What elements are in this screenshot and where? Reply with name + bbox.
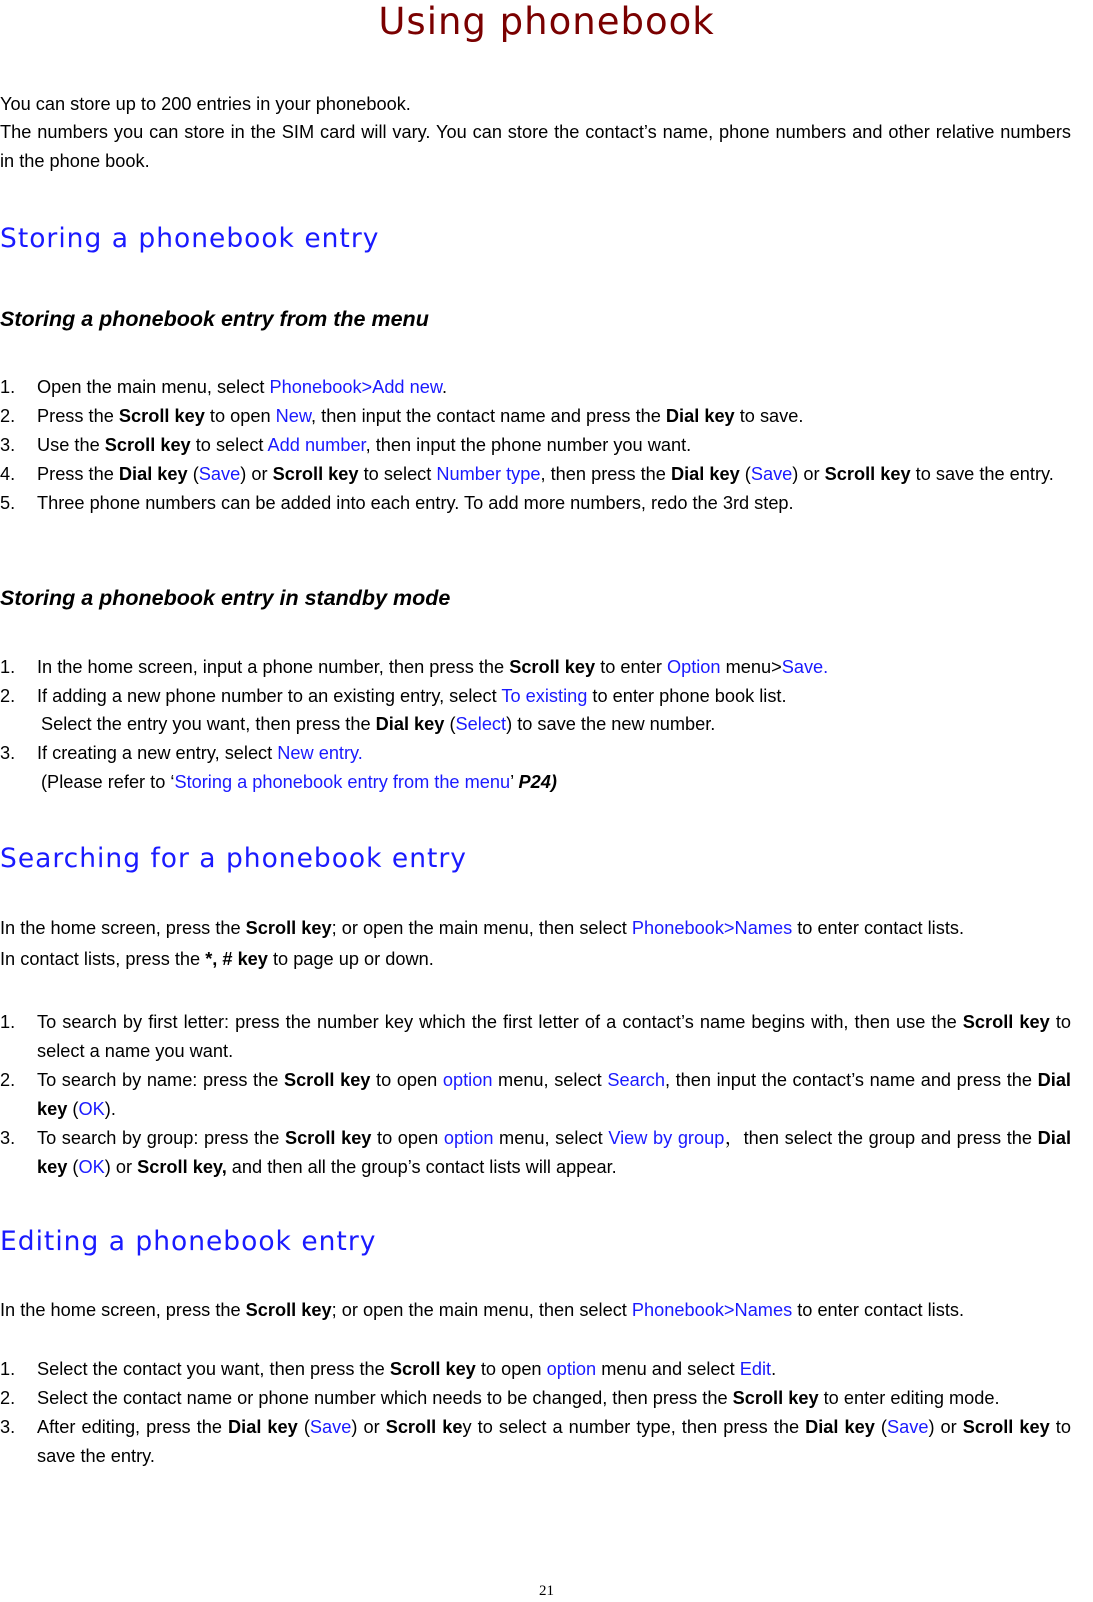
list-item: 4. Press the Dial key (Save) or Scroll key to select Number type, then press the Dial key (Save) or Scroll key to save the entry. (0, 464, 1054, 484)
standby-step-2-note: Select the entry you want, then press the Dial key (Select) to save the new number. (41, 714, 716, 734)
list-item: 3. After editing, press the Dial key (Save) or Scroll key to select a number type, then press the Dial key (Save) or Scroll key to save the entry. (0, 1417, 1071, 1466)
intro-line-1: You can store up to 200 entries in your phonebook. (0, 94, 411, 114)
list-item: 3. To search by group: press the Scroll key to open option menu, select View by group，then select the group and press the Dial key (OK) or Scroll key, and then all the group’s contact lists will appear. (0, 1128, 1071, 1177)
list-item: 2. Press the Scroll key to open New, then input the contact name and press the Dial key to save. (0, 406, 804, 426)
subheading-from-menu: Storing a phonebook entry from the menu (0, 307, 429, 331)
list-item: 5. Three phone numbers can be added into each entry. To add more numbers, redo the 3rd step. (0, 493, 794, 513)
list-item: 2. To search by name: press the Scroll key to open option menu, select Search, then input the contact’s name and press the Dial key (OK). (0, 1070, 1071, 1119)
section-heading-storing: Storing a phonebook entry (0, 223, 380, 254)
searching-para-2: In contact lists, press the *, # key to page up or down. (0, 949, 434, 969)
intro-line-2: The numbers you can store in the SIM card will vary. You can store the contact’s name, phone numbers and other relative numbers in the phone book. (0, 122, 1071, 171)
section-heading-editing: Editing a phonebook entry (0, 1226, 377, 1257)
list-item: 1. Select the contact you want, then press the Scroll key to open option menu and select Edit. (0, 1359, 777, 1379)
list-item: 3. If creating a new entry, select New entry. (0, 743, 363, 763)
list-item: 2. Select the contact name or phone number which needs to be changed, then press the Scroll key to enter editing mode. (0, 1388, 1000, 1408)
steps-editing (0, 1355, 1071, 1471)
steps-standby (0, 653, 1071, 711)
list-item: 2. If adding a new phone number to an existing entry, select To existing to enter phone book list. (0, 686, 787, 706)
editing-para-1: In the home screen, press the Scroll key; or open the main menu, then select Phonebook>Names to enter contact lists. (0, 1300, 965, 1320)
searching-para-1: In the home screen, press the Scroll key; or open the main menu, then select Phonebook>Names to enter contact lists. (0, 918, 965, 938)
list-item: 3. Use the Scroll key to select Add number, then input the phone number you want. (0, 435, 692, 455)
steps-from-menu (0, 373, 1071, 518)
list-item: 1. To search by first letter: press the number key which the first letter of a contact’s name begins with, then use the Scroll key to select a name you want. (0, 1012, 1071, 1061)
page-number: 21 (539, 1583, 554, 1599)
list-item: 1. In the home screen, input a phone number, then press the Scroll key to enter Option menu>Save. (0, 657, 829, 677)
steps-standby-cont (0, 739, 1071, 768)
standby-step-3-note: (Please refer to ‘Storing a phonebook entry from the menu’ P24) (41, 772, 557, 792)
page-title: Using phonebook (378, 0, 715, 43)
section-heading-searching: Searching for a phonebook entry (0, 843, 467, 874)
subheading-standby: Storing a phonebook entry in standby mode (0, 586, 451, 610)
steps-searching (0, 1008, 1071, 1182)
list-item: 1. Open the main menu, select Phonebook>Add new. (0, 377, 448, 397)
